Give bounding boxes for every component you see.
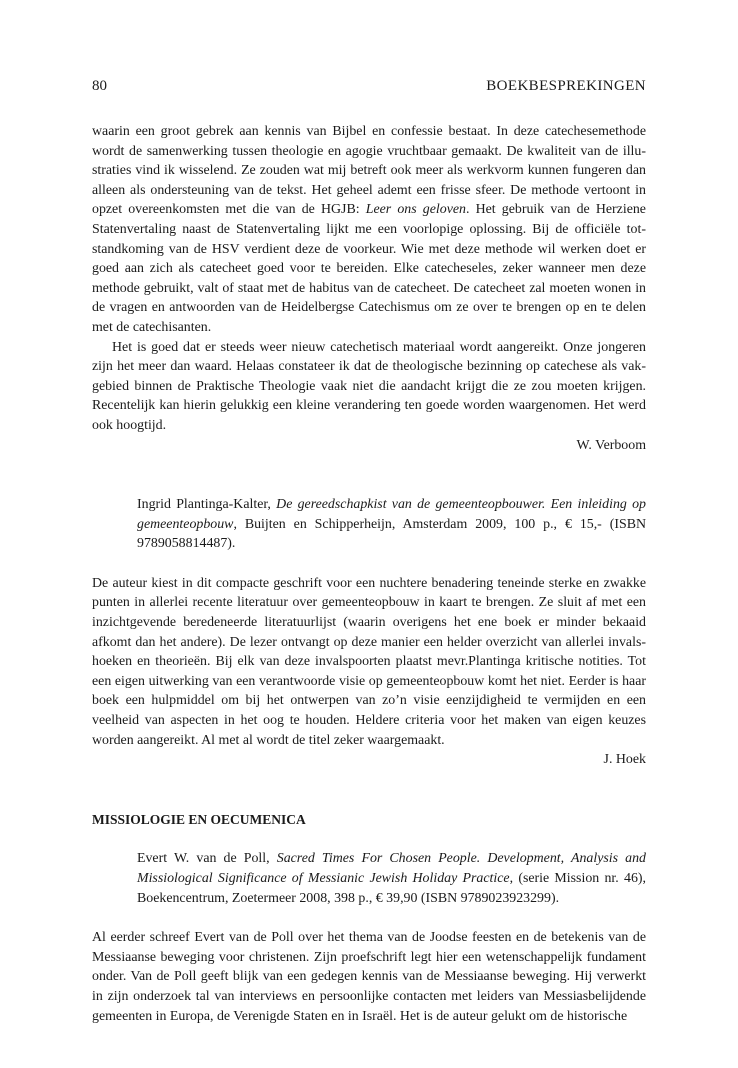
review3-paragraph-1: Al eerder schreef Evert van de Poll over het thema van de Joodse feesten en de betekenis van de Messiaanse beweging voor christenen. Zijn proefschrift legt hier een wetenschappelijk fundament onder. Van de Poll geeft blijk van een gedegen kennis van de Messiaanse beweging. Hij verwerkt in zijn onderzoek tal van interviews en persoonlijke contacten met leiders van Messiasbelijdende gemeenten in Europa, de Verenigde Staten en in Israël. Het is de auteur gelukt om de historische bbox=[92, 930, 646, 1024]
review2-paragraph-1: De auteur kiest in dit compacte geschrift voor een nuchtere benadering teneinde sterke en zwakke punten in allerlei recente literatuur over gemeenteopbouw in kaart te brengen. Ze sluit af met een inzichtgevende beredeneerde literatuurlijst (waarin overigens het ene boek er minder bekaaid afkomt dan het andere). De lezer ontvangt op deze manier een helder overzicht van allerlei invalshoeken en theorieën. Bij elk van deze invalspoorten plaatst mevr.Plantinga kritische notities. Tot een eigen uitwerking van een verantwoorde visie op gemeenteopbouw komt het niet. Eerder is haar boek een hulpmiddel om bij het ontwerpen van zo’n visie eenzijdigheid te vermijden en een veelheid van aspecten in het oog te houden. Heldere criteria voor het maken van eigen keuzes worden aangereikt. Al met al wordt de titel zeker waargemaakt. bbox=[92, 575, 646, 748]
book-title: De gereedschapkist van de gemeenteopbouwer. Een inleiding op gemeenteopbouw bbox=[137, 497, 646, 532]
review1-signature: W. Verboom bbox=[576, 437, 646, 453]
running-head: BOEKBESPREKINGEN bbox=[486, 78, 646, 94]
page-number: 80 bbox=[92, 78, 107, 94]
review2-signature: J. Hoek bbox=[603, 752, 646, 768]
review3-bibliographic-entry: Evert W. van de Poll, Sacred Times For Chosen People. Development, Analysis and Missiological Significance of Messianic Jewish Holiday Practice, (serie Mission nr. 46), Boekencentrum, Zoetermeer 2008, 398 p., € 39,90 (ISBN 9789023923299). bbox=[137, 851, 646, 906]
section-heading: MISSIOLOGIE EN OECUMENICA bbox=[92, 811, 306, 827]
page-body bbox=[92, 122, 646, 1026]
cited-title: Leer ons geloven bbox=[365, 202, 466, 218]
review2-bibliographic-entry: Ingrid Plantinga-Kalter, De gereedschapkist van de gemeenteopbouwer. Een inleiding op gemeenteopbouw, Buijten en Schipperheijn, Amsterdam 2009, 100 p., € 15,- (ISBN 9789058814487). bbox=[137, 497, 646, 552]
page-header bbox=[92, 78, 646, 100]
book-title: Sacred Times For Chosen People. Development, Analysis and Missiological Significance of Messianic Jewish Holiday Practice bbox=[137, 851, 646, 886]
review1-paragraph-2: Het is goed dat er steeds weer nieuw catechetisch materiaal wordt aangereikt. Onze jongeren zijn het meer dan waard. Helaas constateer ik dat de theologische bezinning op catechese als vakgebied binnen de Praktische Theologie vaak niet die aandacht krijgt die ze zou moeten krijgen. Recentelijk kan hierin gelukkig een kleine verandering ten goede worden waargenomen. Het werd ook hoogtijd. bbox=[92, 339, 646, 433]
review1-paragraph-1: waarin een groot gebrek aan kennis van Bijbel en confessie bestaat. In deze catechesemethode wordt de samenwerking tussen theologie en agogie vruchtbaar gemaakt. De kwaliteit van de illustraties vind ik wisselend. Ze zouden wat mij betreft ook meer als werkvorm kunnen fungeren dan alleen als ondersteuning van de tekst. Het geheel ademt een frisse sfeer. De methode vertoont in opzet overeenkomsten met die van de HGJB: Leer ons geloven. Het gebruik van de Herziene Statenvertaling naast de Statenvertaling lijkt me een voorlopige oplossing. Bij de officiële totstandkoming van de HSV verdient deze de voorkeur. Wie met deze methode wil werken doet er goed aan zich als catecheet goed voor te bereiden. Elke catecheseles, zeker wanneer men deze methode gebruikt, valt of staat met de habitus van de catecheet. De catecheet zal moeten wonen in de vragen en antwoorden van de Heidelbergse Catechismus om ze over te brengen op en te delen met de catechisanten. bbox=[92, 124, 646, 335]
